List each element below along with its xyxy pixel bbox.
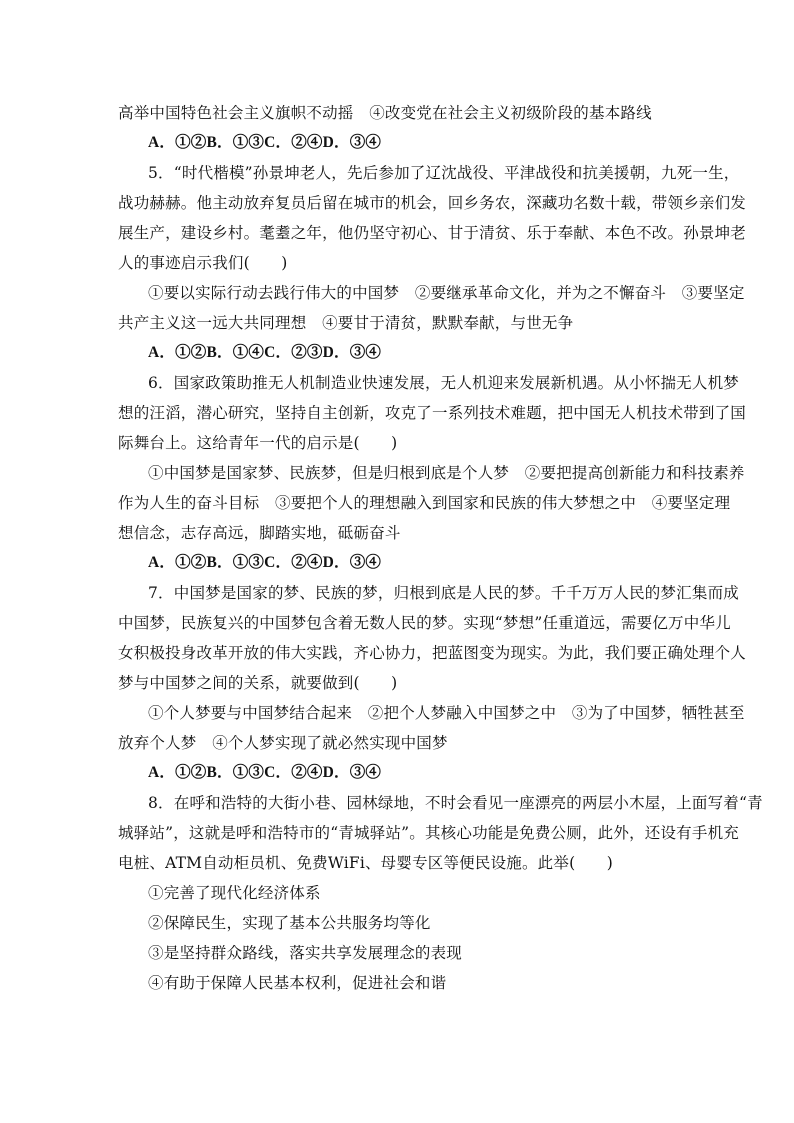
q8-choice-2: ②保障民生，实现了基本公共服务均等化 [148, 914, 431, 932]
q7-choice-line-1: ①个人梦要与中国梦结合起来 ②把个人梦融入中国梦之中 ③为了中国梦，牺牲甚至 [148, 704, 745, 722]
q7-stem-line-3: 女积极投身改革开放的伟大实践，齐心协力，把蓝图变为现实。为此，我们要正确处理个人 [118, 644, 747, 662]
q5-stem-line-2: 战功赫赫。他主动放弃复员后留在城市的机会，回乡务农，深藏功名数十载，带领乡亲们发 [118, 194, 747, 212]
q5-choice-line-2: 共产主义这一远大共同理想 ④要甘于清贫，默默奉献，与世无争 [118, 314, 574, 332]
q6-choice-line-2: 作为人生的奋斗目标 ③要把个人的理想融入到国家和民族的伟大梦想之中 ④要坚定理 [118, 494, 731, 512]
document-page [118, 98, 763, 998]
q5-stem-line-4: 人的事迹启示我们( ) [118, 254, 288, 272]
q6-choice-line-3: 想信念，志存高远，脚踏实地，砥砺奋斗 [118, 524, 401, 542]
q7-stem-line-2: 中国梦，民族复兴的中国梦包含着无数人民的梦。实现“梦想”任重道远，需要亿万中华儿 [118, 614, 731, 632]
q8-stem-line-2: 城驿站”，这就是呼和浩特市的“青城驿站”。其核心功能是免费公厕，此外，还设有手机充 [118, 824, 739, 842]
q8-choice-3: ③是坚持群众路线，落实共享发展理念的表现 [148, 944, 463, 962]
q8-stem-line-1: 8．在呼和浩特的大街小巷、园林绿地，不时会看见一座漂亮的两层小木屋，上面写着“青 [148, 794, 763, 812]
q7-choice-line-2: 放弃个人梦 ④个人梦实现了就必然实现中国梦 [118, 734, 448, 752]
q8-choice-4: ④有助于保障人民基本权利，促进社会和谐 [148, 974, 447, 992]
q7-options-text: A．①②B．①③C．②④D．③④ [148, 764, 382, 781]
q6-stem-line-1: 6．国家政策助推无人机制造业快速发展，无人机迎来发展新机遇。从小怀揣无人机梦 [148, 374, 739, 392]
q7-stem-line-1: 7．中国梦是国家的梦、民族的梦，归根到底是人民的梦。千千万万人民的梦汇集而成 [148, 584, 739, 602]
q6-stem-line-2: 想的汪滔，潜心研究，坚持自主创新，攻克了一系列技术难题，把中国无人机技术带到了国 [118, 404, 747, 422]
q8-stem-line-3: 电桩、ATM自动柜员机、免费WiFi、母婴专区等便民设施。此举( ) [118, 854, 613, 872]
q4-options-text: A．①②B．①③C．②④D．③④ [148, 134, 382, 151]
q5-options [118, 338, 678, 368]
q6-stem-line-3: 际舞台上。这给青年一代的启示是( ) [118, 434, 398, 452]
q5-options-text: A．①②B．①④C．②③D．③④ [148, 344, 382, 361]
q6-choice-line-1: ①中国梦是国家梦、民族梦，但是归根到底是个人梦 ②要把提高创新能力和科技素养 [148, 464, 745, 482]
q5-stem-line-3: 展生产，建设乡村。耄耋之年，他仍坚守初心、甘于清贫、乐于奉献、本色不改。孙景坤老 [118, 224, 747, 242]
q4-choice-line: 高举中国特色社会主义旗帜不动摇 ④改变党在社会主义初级阶段的基本路线 [118, 104, 652, 122]
q7-options [118, 758, 678, 788]
q5-choice-line-1: ①要以实际行动去践行伟大的中国梦 ②要继承革命文化，并为之不懈奋斗 ③要坚定 [148, 284, 745, 302]
q8-choice-1: ①完善了现代化经济体系 [148, 884, 321, 902]
q6-options-text: A．①②B．①③C．②④D．③④ [148, 554, 382, 571]
q5-stem-line-1: 5．“时代楷模”孙景坤老人，先后参加了辽沈战役、平津战役和抗美援朝，九死一生， [148, 164, 740, 182]
q6-options [118, 548, 678, 578]
q7-stem-line-4: 梦与中国梦之间的关系，就要做到( ) [118, 674, 398, 692]
q4-options [118, 128, 678, 158]
